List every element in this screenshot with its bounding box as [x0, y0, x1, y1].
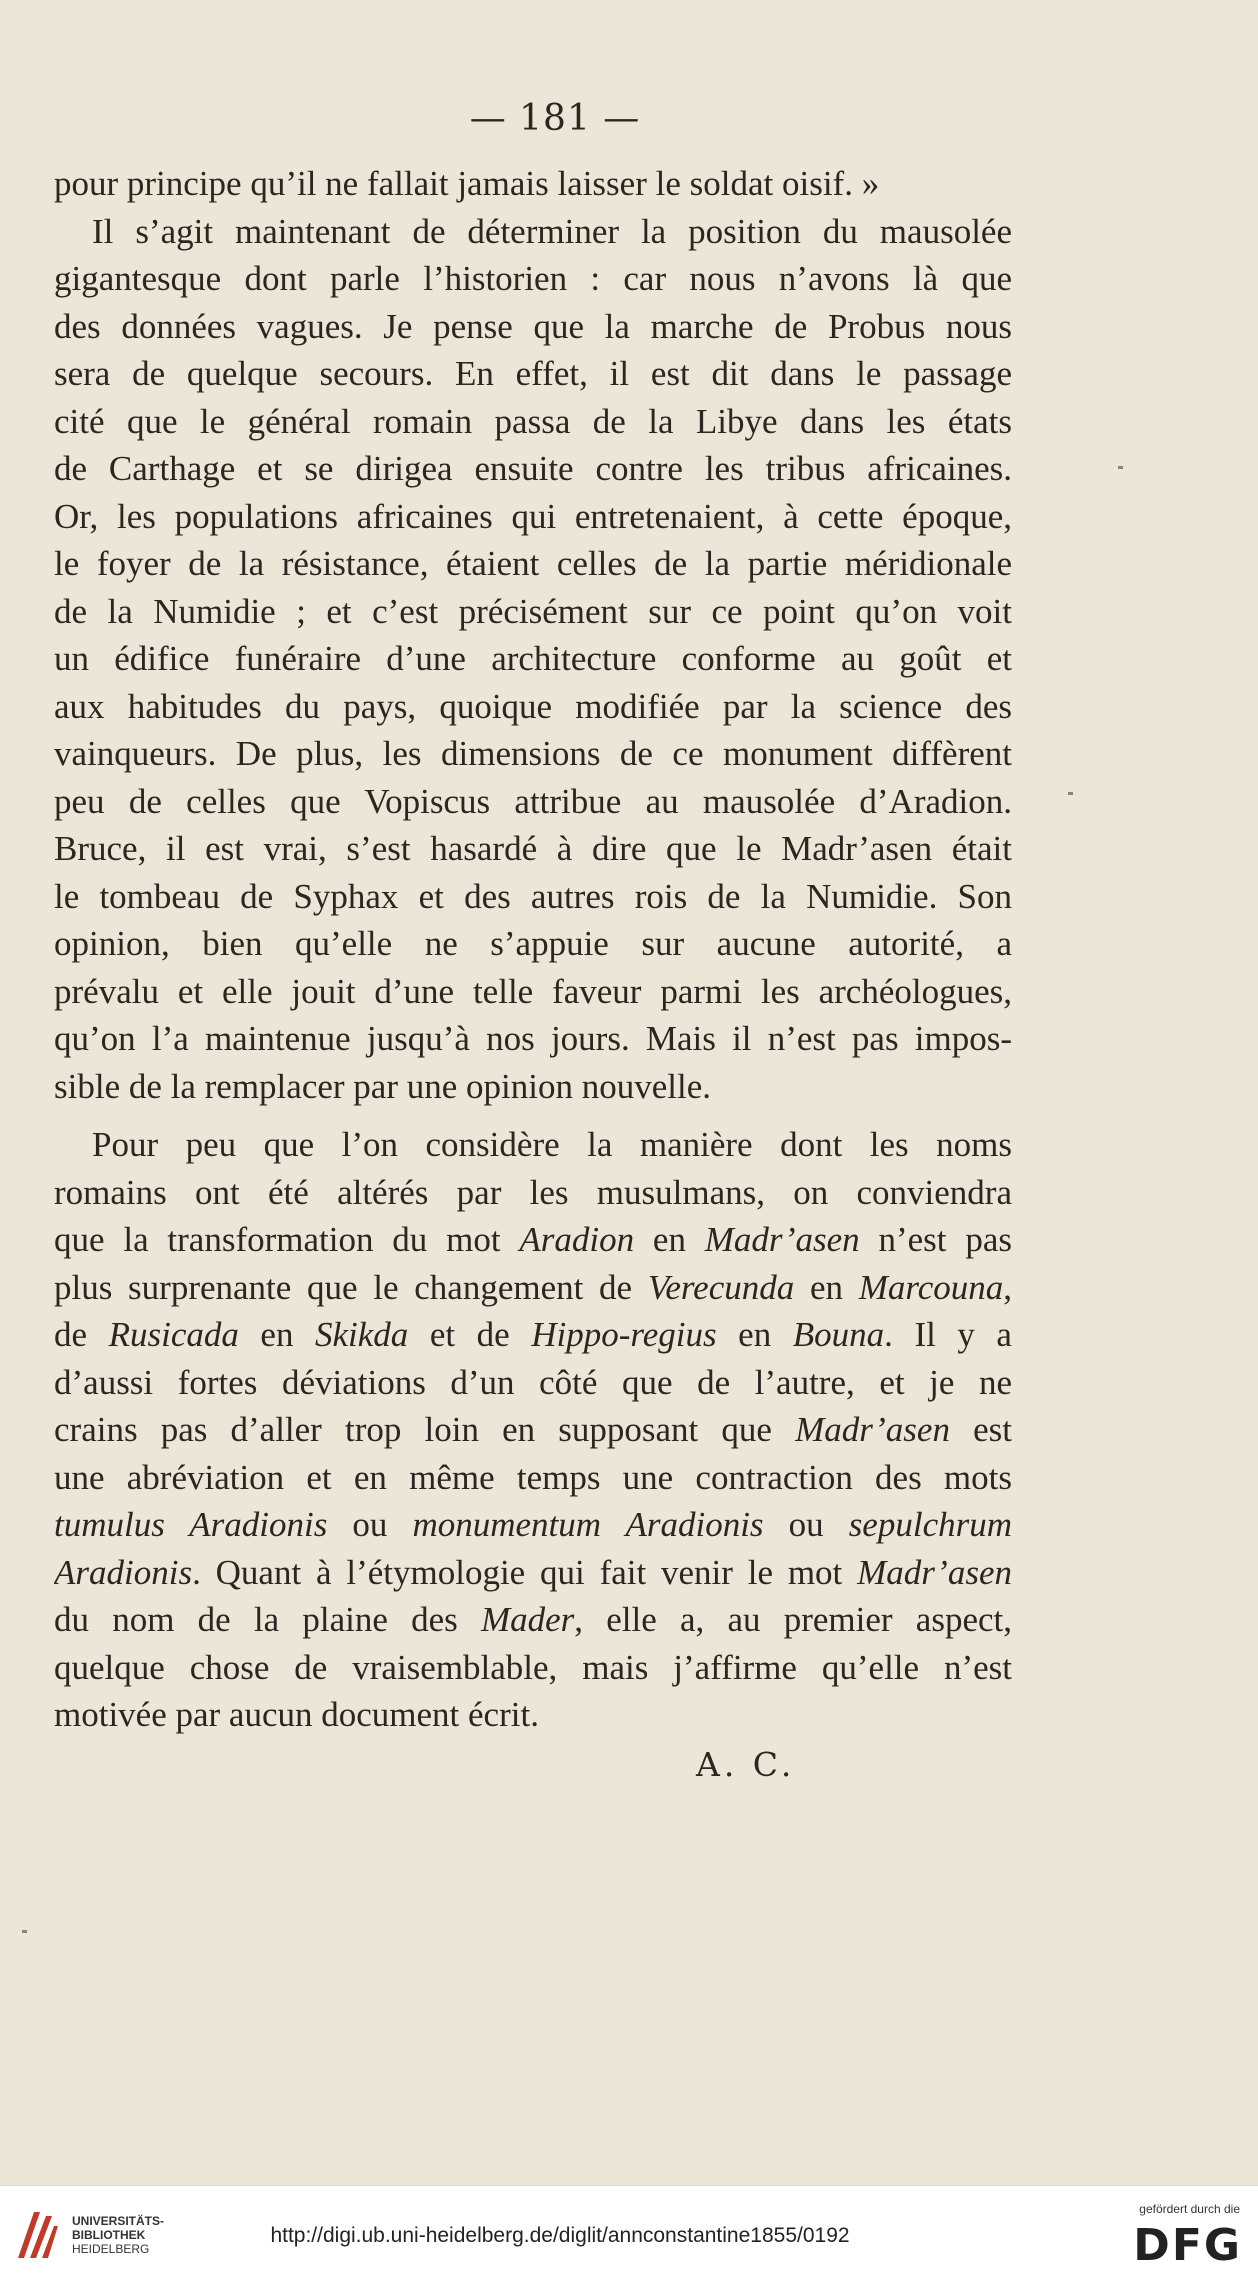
italic-term: Aradionis: [54, 1552, 193, 1592]
text-run: en: [716, 1315, 793, 1354]
text-line: [54, 1264, 1012, 1312]
text-run: Il s’agit maintenant de déterminer la position du mausolée: [92, 211, 1012, 251]
text-run: qu’on l’a maintenue jusqu’à nos jours. Mais il n’est pas impos-: [54, 1019, 1012, 1058]
text-run: de: [54, 1315, 109, 1354]
document-url-link[interactable]: http://digi.ub.uni-heidelberg.de/diglit/annconstantine1855/0192: [270, 2224, 850, 2247]
text-run: en: [794, 1267, 859, 1307]
paragraph-gap: [54, 1110, 1012, 1121]
text-run: opinion, bien qu’elle ne s’appuie sur aucune autorité, a: [54, 924, 1012, 963]
text-run: vainqueurs. De plus, les dimensions de ce monument diffèrent: [54, 734, 1012, 773]
text-run: gigantesque dont parle l’historien : car nous n’avons là que: [54, 259, 1012, 298]
text-line: [54, 730, 1012, 778]
text-line: [54, 1596, 1012, 1644]
text-run: le tombeau de Syphax et des autres rois de la Numidie. Son: [54, 876, 1012, 916]
text-line: [54, 1549, 1012, 1597]
text-run: un édifice funéraire d’une architecture conforme au goût et: [54, 639, 1012, 678]
text-run: motivée par aucun document écrit.: [54, 1695, 539, 1734]
text-line: [54, 1501, 1012, 1549]
text-line: [54, 1063, 1012, 1111]
text-run: Bruce, il est vrai, s’est hasardé à dire que le Madr’asen était: [54, 829, 1012, 868]
text-line: [54, 588, 1012, 636]
text-run: des données vagues. Je pense que la marche de Probus nous: [54, 306, 1012, 346]
text-run: le foyer de la résistance, étaient celles de la partie méridionale: [54, 544, 1012, 583]
text-run: de la Numidie ; et c’est précisément sur ce point qu’on voit: [54, 591, 1012, 631]
italic-term: Marcouna: [858, 1267, 1004, 1307]
text-run: . Il y a: [884, 1315, 1012, 1354]
text-line: [54, 350, 1012, 398]
text-line: [54, 1015, 1012, 1063]
page-number: — 181 —: [469, 98, 641, 139]
text-line: [54, 208, 1012, 256]
text-line: [54, 1454, 1012, 1502]
text-run: Pour peu que l’on considère la manière dont les noms: [92, 1125, 1012, 1164]
text-run: en: [238, 1315, 315, 1354]
text-run: de Carthage et se dirigea ensuite contre les tribus africaines.: [54, 449, 1012, 488]
text-run: une abréviation et en même temps une contraction des mots: [54, 1457, 1012, 1497]
text-line: [54, 1691, 1012, 1739]
footer-bar: [0, 2185, 1258, 2277]
text-line: [54, 683, 1012, 731]
text-run: Or, les populations africaines qui entretenaient, à cette époque,: [54, 496, 1012, 536]
text-run: n’est pas: [859, 1220, 1012, 1259]
italic-term: Madr’asen: [857, 1552, 1012, 1592]
text-line: [54, 920, 1012, 968]
text-run: sera de quelque secours. En effet, il est dit dans le passage: [54, 354, 1012, 393]
text-run: en: [634, 1220, 705, 1259]
italic-term: Mader: [480, 1600, 575, 1639]
italic-term: Madr’asen: [704, 1220, 860, 1259]
text-run: , elle a, au premier aspect,: [574, 1600, 1012, 1639]
text-line: [54, 1311, 1012, 1359]
text-line: [54, 1216, 1012, 1264]
text-run: du nom de la plaine des: [54, 1600, 481, 1639]
text-line: [54, 1406, 1012, 1454]
dfg-logo: DFG: [1133, 2220, 1242, 2271]
italic-term: Rusicada: [108, 1315, 239, 1354]
paper-speck: [1068, 792, 1073, 795]
body-text: [54, 160, 1012, 1739]
text-run: peu de celles que Vopiscus attribue au mausolée d’Aradion.: [54, 781, 1012, 821]
italic-term: Bouna: [792, 1315, 885, 1354]
text-line: [54, 1121, 1012, 1169]
text-run: sible de la remplacer par une opinion nouvelle.: [54, 1066, 711, 1106]
text-run: . Quant à l’étymologie qui fait venir le mot: [192, 1552, 858, 1592]
text-run: cité que le général romain passa de la Libye dans les états: [54, 401, 1012, 441]
funder-label: gefördert durch die: [1139, 2202, 1240, 2216]
library-name-line: BIBLIOTHEK: [72, 2228, 146, 2242]
paper-speck: [22, 1930, 27, 1933]
text-line: [54, 445, 1012, 493]
text-line: [54, 778, 1012, 826]
text-line: [54, 968, 1012, 1016]
text-line: [54, 1644, 1012, 1692]
text-line: [54, 825, 1012, 873]
text-run: d’aussi fortes déviations d’un côté que de l’autre, et je ne: [54, 1362, 1012, 1402]
text-line: [54, 493, 1012, 541]
text-run: que la transformation du mot: [54, 1220, 520, 1259]
text-run: romains ont été altérés par les musulmans, on conviendra: [54, 1172, 1012, 1212]
text-run: quelque chose de vraisemblable, mais j’affirme qu’elle n’est: [54, 1647, 1012, 1687]
text-line: [54, 303, 1012, 351]
text-line: [54, 873, 1012, 921]
text-line: [54, 540, 1012, 588]
text-run: pour principe qu’il ne fallait jamais laisser le soldat oisif. »: [54, 164, 880, 203]
italic-term: monumentum Aradionis: [412, 1505, 764, 1544]
text-line: [54, 1359, 1012, 1407]
text-run: prévalu et elle jouit d’une telle faveur parmi les archéologues,: [54, 971, 1012, 1011]
text-line: [54, 160, 1012, 208]
text-line: [54, 398, 1012, 446]
italic-term: Hippo-regius: [531, 1315, 717, 1354]
text-line: [54, 255, 1012, 303]
paper-speck: [1118, 466, 1123, 469]
library-name-line: HEIDELBERG: [72, 2242, 150, 2256]
italic-term: Madr’asen: [795, 1410, 950, 1449]
italic-term: Aradion: [519, 1220, 635, 1259]
text-run: est: [949, 1410, 1012, 1449]
text-run: aux habitudes du pays, quoique modifiée par la science des: [54, 686, 1012, 726]
text-run: ,: [1003, 1267, 1012, 1307]
text-line: [54, 1169, 1012, 1217]
text-run: crains pas d’aller trop loin en supposant que: [54, 1410, 796, 1449]
italic-term: sepulchrum: [848, 1505, 1012, 1544]
italic-term: tumulus Aradionis: [54, 1505, 328, 1544]
text-run: ou: [763, 1505, 849, 1544]
text-run: ou: [327, 1505, 413, 1544]
author-signature: A. C.: [696, 1745, 796, 1784]
text-run: et de: [408, 1315, 532, 1354]
italic-term: Skikda: [315, 1315, 409, 1354]
library-name-line: UNIVERSITÄTS-: [72, 2214, 165, 2228]
text-line: [54, 635, 1012, 683]
italic-term: Verecunda: [647, 1267, 795, 1307]
text-run: plus surprenante que le changement de: [54, 1267, 648, 1307]
